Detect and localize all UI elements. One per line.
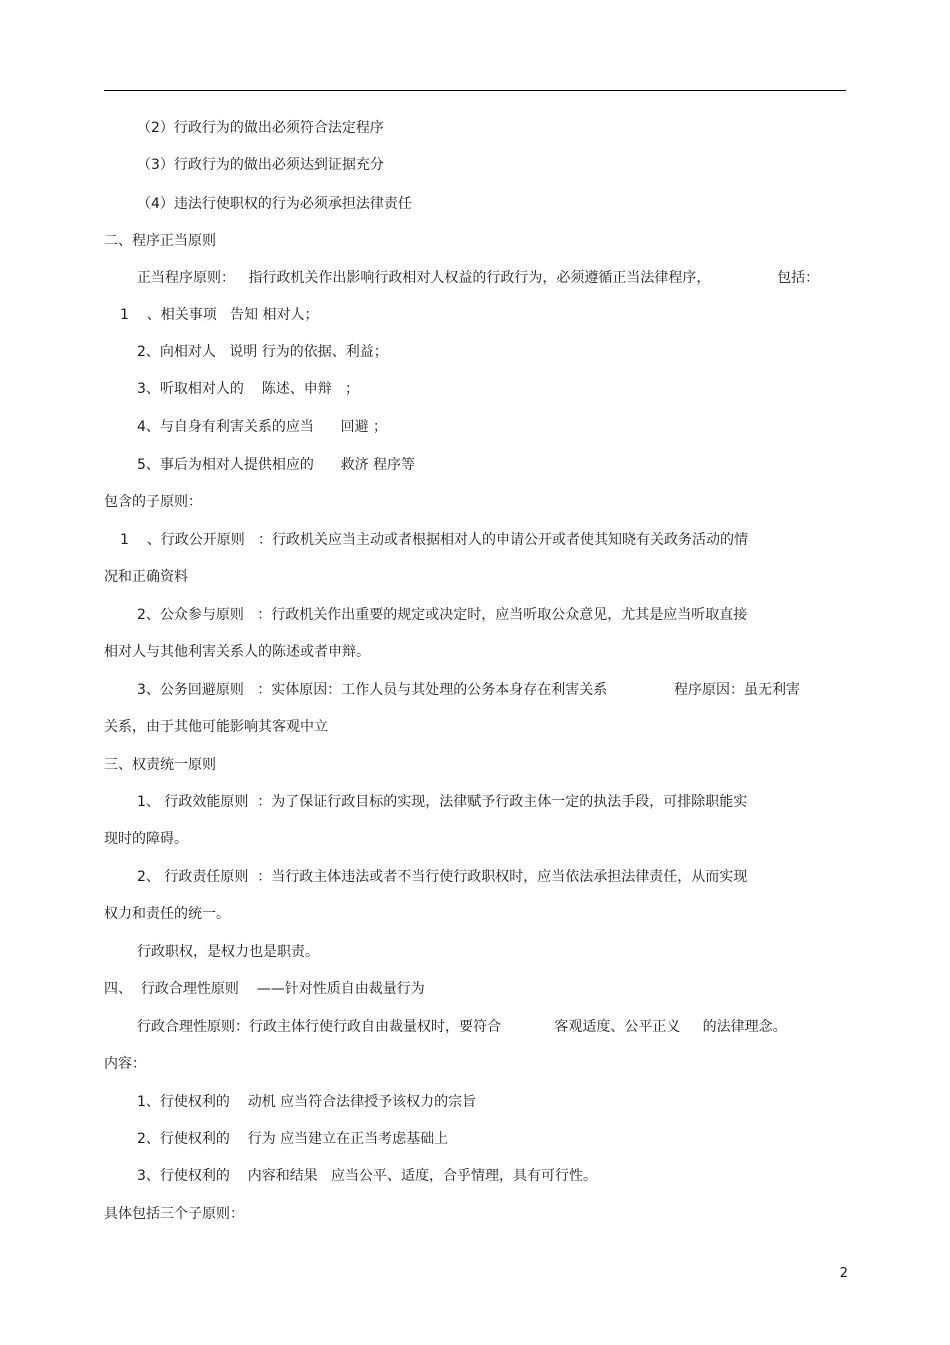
text-line: 况和正确资料 <box>104 569 188 585</box>
text-line: （4）违法行使职权的行为必须承担法律责任 <box>137 196 412 212</box>
text-line: 正当程序原则： 指行政机关作出影响行政相对人权益的行政行为，必须遵循正当法律程序， 包括： <box>137 270 820 286</box>
text-line: 行政职权，是权力也是职责。 <box>137 944 319 960</box>
list-item: 2、 行政责任原则 ：当行政主体违法或者不当行使行政职权时，应当依法承担法律责任，从而实现 <box>137 869 748 885</box>
list-item: 2、向相对人 说明 行为的依据、利益； <box>137 344 388 360</box>
list-item: 5、事后为相对人提供相应的 救济 程序等 <box>137 457 416 473</box>
text-line: 相对人与其他利害关系人的陈述或者申辩。 <box>104 644 370 660</box>
section-heading: 四、 行政合理性原则 ——针对性质自由裁量行为 <box>104 981 425 997</box>
list-item: 2、行使权利的 行为 应当建立在正当考虑基础上 <box>137 1131 449 1147</box>
text-line: 内容： <box>104 1056 146 1072</box>
text-line: 具体包括三个子原则： <box>104 1206 244 1222</box>
list-item: 2、公众参与原则 ：行政机关作出重要的规定或决定时，应当听取公众意见，尤其是应当听取直接 <box>137 607 748 623</box>
text-line: 包含的子原则： <box>104 494 202 510</box>
list-item: 3、行使权利的 内容和结果 应当公平、适度，合乎情理，具有可行性。 <box>137 1168 598 1184</box>
text-line: （3）行政行为的做出必须达到证据充分 <box>137 157 384 173</box>
list-item: 1、 行政效能原则 ：为了保证行政目标的实现，法律赋予行政主体一定的执法手段，可排除职能实 <box>137 794 748 810</box>
list-item: 1 、行政公开原则 ：行政机关应当主动或者根据相对人的申请公开或者使其知晓有关政务活动的情 <box>120 532 749 548</box>
text-line: 权力和责任的统一。 <box>104 906 230 922</box>
header-rule <box>104 90 846 91</box>
text-line: （2）行政行为的做出必须符合法定程序 <box>137 120 384 136</box>
list-item: 1、行使权利的 动机 应当符合法律授予该权力的宗旨 <box>137 1094 477 1110</box>
list-item: 3、公务回避原则 ：实体原因：工作人员与其处理的公务本身存在利害关系 程序原因：虽无利害 <box>137 682 801 698</box>
section-heading: 三、权责统一原则 <box>104 757 216 773</box>
list-item: 3、听取相对人的 陈述、申辩 ； <box>137 381 360 397</box>
text-line: 现时的障碍。 <box>104 831 188 847</box>
page-number: 2 <box>839 1266 848 1281</box>
text-line: 关系，由于其他可能影响其客观中立 <box>104 719 328 735</box>
text-line: 行政合理性原则：行政主体行使行政自由裁量权时，要符合 客观适度、公平正义 的法律理念。 <box>137 1019 787 1035</box>
section-heading: 二、程序正当原则 <box>104 233 216 249</box>
list-item: 4、与自身有利害关系的应当 回避 ； <box>137 419 388 435</box>
list-item: 1 、相关事项 告知 相对人； <box>120 307 319 323</box>
